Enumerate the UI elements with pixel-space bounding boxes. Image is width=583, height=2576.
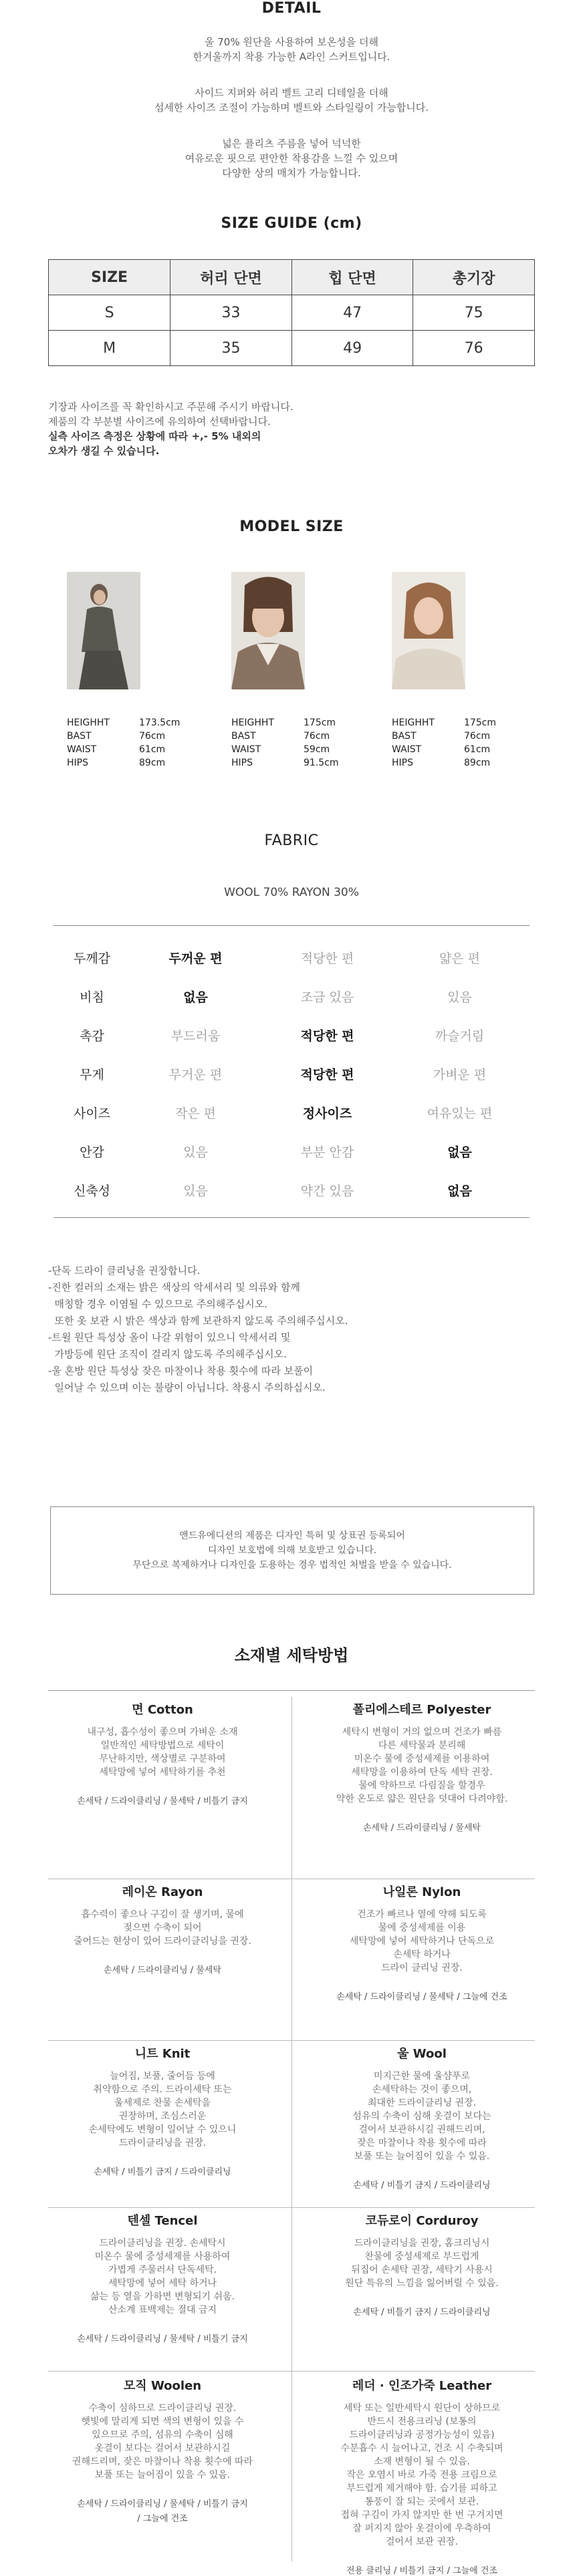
wash-item-desc: 수분흡수 시 늘어나고, 건조 시 수축되며: [340, 2443, 503, 2454]
stat-value: 76cm: [304, 731, 330, 742]
detail-line: 다양한 상의 매치가 가능합니다.: [222, 167, 361, 179]
wash-item-title: 니트 Knit: [134, 2047, 191, 2061]
size-note-line: 제품의 각 부분별 사이즈에 유의하여 선택바랍니다.: [48, 416, 271, 428]
size-header-cell: 총기장: [413, 260, 535, 295]
stat-label: BAST: [392, 731, 417, 742]
wash-item: [292, 2044, 552, 2205]
stat-label: HIPS: [67, 758, 88, 768]
wash-item-method: 손세탁 / 드라이클리닝 / 물세탁: [363, 1823, 481, 1833]
fabric-row: [53, 1132, 530, 1171]
wash-item: [292, 2211, 552, 2368]
wash-item-desc: 보풀 또는 늘어짐이 있을 수 있음.: [94, 2470, 231, 2480]
fabric-row-label: 안감: [80, 1145, 104, 1160]
size-cell: 49: [292, 331, 413, 366]
fabric-option: 있음: [183, 1184, 208, 1198]
wash-item-desc: 잦은 마찰이나 착용 횟수에 따라: [357, 2138, 487, 2148]
wash-item-desc: 드라이클리닝을 권장. 손세탁시: [99, 2238, 226, 2249]
detail-paragraph-3: [0, 136, 583, 180]
fabric-option: 부드러움: [170, 1029, 221, 1043]
wash-item-method: 손세탁 / 비틀기 금지 / 드라이클리닝: [353, 2181, 491, 2191]
copyright-line: 디자인 보호법에 의해 보호받고 있습니다.: [207, 1545, 377, 1556]
fabric-option: 정사이즈: [302, 1106, 352, 1121]
fabric-row-label: 촉감: [80, 1029, 104, 1043]
fabric-row: [53, 977, 530, 1016]
fabric-option: 부분 안감: [300, 1145, 354, 1160]
wash-item-desc: 세탁망에 넣어 세탁하거나 단독으로: [349, 1936, 495, 1947]
size-note-line: 기장과 사이즈를 꼭 확인하시고 주문해 주시기 바랍니다.: [48, 401, 294, 413]
stat-value: 76cm: [139, 731, 166, 742]
fabric-option: 적당한 편: [300, 951, 354, 966]
wash-item-desc: 다른 세탁물과 분리해: [378, 1740, 466, 1751]
wash-item: [292, 2376, 552, 2576]
fabric-option: 있음: [183, 1145, 208, 1160]
fabric-option: 적당한 편: [300, 1029, 354, 1043]
fabric-option: 조금 있음: [300, 990, 354, 1005]
size-guide-title: SIZE GUIDE (cm): [221, 215, 362, 232]
wash-item: [292, 1700, 552, 1876]
wash-item: [32, 2044, 293, 2205]
wash-item-title: 레더 · 인조가죽 Leather: [352, 2379, 492, 2393]
wash-item-title: 폴리에스테르 Polyester: [352, 1703, 491, 1717]
wash-item-desc: 드라이클리닝을 권장, 홈크리닝시: [354, 2238, 490, 2249]
fabric-option: 없음: [447, 1184, 472, 1198]
wash-item: [32, 2376, 293, 2562]
wash-item-method: 손세탁 / 드라이클리닝 / 물세탁 / 비틀기 금지: [77, 2334, 248, 2344]
wash-item-desc: 취약함으로 주의. 드라이세탁 또는: [93, 2084, 232, 2095]
care-note-line: -트윌 원단 특성상 올이 나갈 위험이 있으니 악세서리 및: [48, 1331, 291, 1343]
fabric-option: 적당한 편: [300, 1068, 354, 1082]
stat-value: 173.5cm: [139, 717, 181, 728]
fabric-row: [53, 1016, 530, 1055]
wash-item-desc: 찬물에 중성세제로 부드럽게: [364, 2251, 479, 2262]
wash-item-desc: 드라이클리닝을 권장.: [118, 2138, 207, 2148]
wash-item-desc: 소재 변형이 될 수 있음.: [374, 2456, 470, 2467]
size-note-bold: 실측 사이즈 측정은 상황에 따라 +,- 5% 내외의: [48, 430, 261, 442]
wash-item-desc: 젖으면 수축이 되어: [123, 1923, 202, 1933]
wash-item-desc: 울세제로 찬물 손세탁을: [114, 2098, 211, 2108]
size-header-cell: 허리 단면: [170, 260, 292, 295]
size-cell: S: [49, 295, 170, 331]
wash-item-desc: 내구성, 흡수성이 좋으며 가벼운 소재: [87, 1727, 238, 1738]
wash-item-desc: 옷결이 보다는 걸어서 보관하시길: [94, 2443, 231, 2454]
wash-item-title: 나일론 Nylon: [382, 1885, 461, 1899]
size-table-row: [49, 331, 535, 366]
wash-item-desc: 세탁망을 이용하여 단독 세탁 권장.: [351, 1767, 493, 1778]
wash-item-desc: 세탁망에 넣어 세탁 하거나: [108, 2278, 217, 2289]
wash-item-desc: 최대한 드라이클리닝 권장.: [367, 2098, 477, 2108]
wash-item: [32, 1883, 293, 2038]
size-table-header: [49, 260, 535, 295]
wash-item-title: 레이온 Rayon: [122, 1885, 203, 1899]
model-stats-2: [231, 716, 339, 770]
fabric-option: 까슬거림: [435, 1029, 485, 1043]
detail-line: 여유로운 핏으로 편안한 착용감을 느낄 수 있으며: [185, 152, 398, 164]
wash-item-title: 코듀로이 Corduroy: [365, 2214, 479, 2228]
wash-item-desc: 미온수 물에 중성세제를 이용하여: [354, 1754, 490, 1764]
wash-item-desc: 걸어서 보관 권장.: [385, 2537, 459, 2547]
fabric-row: [53, 1171, 530, 1210]
wash-item-method: / 그늘에 건조: [137, 2514, 188, 2524]
wash-item-method: 손세탁 / 드라이클리닝 / 물세탁 / 비틀기 금지: [77, 1796, 248, 1806]
care-note-line: -울 혼방 원단 특성상 잦은 마찰이나 착용 횟수에 따라 보풀이: [48, 1365, 314, 1377]
stat-value: 175cm: [304, 717, 336, 728]
size-cell: 35: [170, 331, 292, 366]
size-note-bold: 오차가 생길 수 있습니다.: [48, 445, 160, 457]
fabric-option: 무거운 편: [168, 1068, 223, 1082]
wash-item-title: 울 Wool: [397, 2047, 447, 2061]
size-cell: 76: [413, 331, 535, 366]
detail-line: 울 70% 원단을 사용하여 보온성을 더해: [204, 36, 379, 48]
stat-label: WAIST: [67, 744, 97, 755]
wash-item-method: 손세탁 / 비틀기 금지 / 드라이클리닝: [353, 2307, 491, 2317]
size-cell: M: [49, 331, 170, 366]
model-photo-1: [67, 572, 140, 689]
size-cell: 33: [170, 295, 292, 331]
wash-item-desc: 걸어서 보관하시길 권해드리며,: [358, 2124, 485, 2135]
detail-paragraph-1: [0, 35, 583, 64]
fabric-row-label: 무게: [80, 1068, 104, 1082]
wash-item-desc: 세탁시 변형이 거의 없으며 건조가 빠름: [342, 1727, 502, 1738]
stat-label: BAST: [231, 731, 256, 742]
stat-label: HEIGHHT: [67, 717, 110, 728]
fabric-option: 있음: [447, 990, 472, 1005]
stat-value: 61cm: [464, 744, 491, 755]
model-size-title: MODEL SIZE: [239, 518, 344, 535]
wash-item-desc: 드라이클리닝과 공정가능성이 있음): [349, 2430, 495, 2440]
wash-item-desc: 건조가 빠르나 열에 약해 되도록: [357, 1909, 487, 1920]
wash-item-desc: 보풀 또는 늘어짐이 있을 수 있음.: [354, 2151, 490, 2162]
wash-item-desc: 줄어드는 현상이 있어 드라이클리닝을 권장.: [74, 1936, 251, 1947]
copyright-notice: [50, 1506, 534, 1595]
fabric-option: 얇은 편: [439, 951, 481, 966]
size-table: [48, 259, 535, 366]
wash-item-desc: 세탁 또는 일반세탁시 원단이 상하므로: [343, 2403, 501, 2414]
wash-item-desc: 수축이 심하므로 드라이클리닝 권장.: [88, 2403, 237, 2414]
wash-top-rule: [48, 1690, 535, 1691]
wash-item-desc: 접혀 구김이 가지 않지만 한 번 구겨지면: [340, 2510, 503, 2521]
detail-line: 넓은 플리츠 주름을 넣어 넉넉한: [222, 138, 361, 150]
wash-item-desc: 원단 특유의 느낌을 잃어버릴 수 있음.: [345, 2278, 499, 2289]
wash-item-desc: 약한 온도로 얇은 원단을 덧대어 다려야함.: [336, 1794, 508, 1804]
fabric-row-label: 사이즈: [73, 1106, 111, 1121]
stat-label: HIPS: [392, 758, 413, 768]
stat-value: 175cm: [464, 717, 497, 728]
detail-line: 섬세한 사이즈 조절이 가능하며 벨트와 스타일링이 가능합니다.: [154, 102, 429, 114]
wash-item-desc: 통풍이 잘 되는 곳에서 보관.: [364, 2497, 479, 2507]
fabric-row-label: 비침: [80, 990, 104, 1005]
stat-value: 76cm: [464, 731, 491, 742]
size-cell: 75: [413, 295, 535, 331]
wash-item-desc: 뒤집어 손세탁 권장, 세탁기 사용시: [351, 2265, 493, 2275]
fabric-title: FABRIC: [264, 832, 319, 849]
wash-item-desc: 흡수력이 좋으나 구김이 잘 생기며, 물에: [81, 1909, 244, 1920]
wash-item-desc: 있으므로 주의, 섬유의 수축이 심해: [92, 2430, 233, 2440]
care-note-line: 일어날 수 있으며 이는 불량이 아닙니다. 착용시 주의하십시오.: [48, 1382, 326, 1394]
wash-item: [292, 1883, 552, 2038]
wash-item-desc: 미온수 물에 중성세제를 사용하여: [94, 2251, 231, 2262]
size-header-cell: SIZE: [49, 260, 170, 295]
wash-item-title: 면 Cotton: [132, 1703, 193, 1717]
wash-title: 소재별 세탁방법: [234, 1646, 349, 1665]
stat-value: 89cm: [139, 758, 166, 768]
wash-item-desc: 세탁망에 넣어 세탁하기를 추천: [99, 1767, 226, 1778]
wash-item-desc: 삶는 등 열을 가하면 변형되기 쉬움.: [90, 2291, 235, 2302]
model-photo-2: [231, 572, 305, 689]
stat-label: HEIGHHT: [231, 717, 274, 728]
fabric-option: 없음: [183, 990, 208, 1005]
stat-label: HEIGHHT: [392, 717, 435, 728]
wash-item-desc: 손세탁에도 변형이 일어날 수 있으니: [88, 2124, 237, 2135]
detail-title: DETAIL: [261, 0, 322, 17]
fabric-divider-top: [53, 925, 530, 926]
model-stats-1: [67, 716, 180, 770]
wash-item-title: 텐셀 Tencel: [127, 2214, 198, 2228]
fabric-option: 가벼운 편: [433, 1068, 487, 1082]
fabric-divider-bottom: [53, 1217, 530, 1218]
wash-item-desc: 손세탁 하거나: [393, 1949, 451, 1960]
wash-item-desc: 미지근한 물에 울샴푸로: [373, 2071, 471, 2082]
care-note-line: 매칭할 경우 이염될 수 있으므로 주의해주십시오.: [48, 1298, 267, 1310]
wash-item: [32, 1700, 293, 1876]
wash-item-desc: 작은 오염시 바로 가죽 전용 크림으로: [346, 2470, 497, 2480]
care-notes: [48, 1263, 348, 1396]
wash-item-desc: 섬유의 수축이 심해 옷결이 보다는: [352, 2111, 491, 2122]
stat-label: WAIST: [231, 744, 261, 755]
fabric-option: 작은 편: [174, 1106, 217, 1121]
wash-item-desc: 물에 약하므로 다림질을 할경우: [358, 1780, 485, 1791]
copyright-line: 무단으로 복제하거나 디자인을 도용하는 경우 법적인 처벌을 받을 수 있습니다.: [132, 1560, 452, 1571]
detail-line: 한겨울까지 착용 가능한 A라인 스커트입니다.: [193, 51, 390, 63]
fabric-row-label: 신축성: [73, 1184, 111, 1198]
fabric-row: [53, 939, 530, 977]
wash-item-method: 손세탁 / 드라이클리닝 / 물세탁 / 비틀기 금지: [77, 2499, 248, 2509]
wash-item-desc: 무난하지만, 색상별로 구분하여: [99, 1754, 226, 1764]
care-note-line: 가방등에 원단 조직이 걸리지 않도록 주의해주십시오.: [48, 1348, 287, 1360]
stat-value: 91.5cm: [304, 758, 339, 768]
wash-item-desc: 물에 중성세제를 이용: [378, 1923, 466, 1933]
detail-line: 사이드 지퍼와 허리 벨트 고리 디테일을 더해: [195, 87, 388, 99]
wash-item-method: 손세탁 / 드라이클리닝 / 물세탁 / 그늘에 건조: [336, 1992, 507, 2002]
fabric-row-label: 두께감: [73, 951, 111, 966]
stat-label: BAST: [67, 731, 92, 742]
wash-item-method: 전용 클리닝 / 비틀기 금지 / 그늘에 건조: [346, 2566, 498, 2576]
stat-value: 61cm: [139, 744, 166, 755]
fabric-option: 두꺼운 편: [168, 951, 223, 966]
size-cell: 47: [292, 295, 413, 331]
wash-row-divider: [48, 2371, 535, 2372]
fabric-option: 여유있는 편: [427, 1106, 493, 1121]
wash-item-desc: 늘어짐, 보풀, 줄어듬 등에: [110, 2071, 215, 2082]
size-header-cell: 힙 단면: [292, 260, 413, 295]
wash-row-divider: [48, 2040, 535, 2041]
size-table-row: [49, 295, 535, 331]
wash-item-desc: 잘 퍼지지 않아 옷걸이에 우측하여: [352, 2523, 491, 2534]
size-note: [48, 399, 294, 458]
fabric-row: [53, 1055, 530, 1094]
wash-item-desc: 햇빛에 말리게 되면 색의 변형이 있을 수: [81, 2416, 244, 2427]
wash-row-divider: [48, 2207, 535, 2208]
wash-item-desc: 권장하며, 조심스러운: [118, 2111, 207, 2122]
wash-item-desc: 가볍게 주물러서 단독세탁.: [108, 2265, 217, 2275]
stat-value: 89cm: [464, 758, 491, 768]
wash-item-desc: 반드시 전용크리닝 (보통의: [367, 2416, 477, 2427]
wash-item-desc: 권해드리며, 잦은 마찰이나 착용 횟수에 따라: [72, 2456, 253, 2467]
wash-item-method: 손세탁 / 비틀기 금지 / 드라이클리닝: [94, 2167, 231, 2177]
fabric-row: [53, 1094, 530, 1132]
fabric-composition: WOOL 70% RAYON 30%: [224, 886, 359, 899]
wash-item-title: 모직 Woolen: [123, 2379, 202, 2393]
stat-label: WAIST: [392, 744, 422, 755]
fabric-option: 약간 있음: [300, 1184, 354, 1198]
model-photo-3: [392, 572, 465, 689]
copyright-line: 앤드유에디션의 제품은 디자인 특허 및 상표권 등록되어: [179, 1531, 405, 1541]
stat-label: HIPS: [231, 758, 253, 768]
detail-paragraph-2: [0, 86, 583, 115]
wash-item-desc: 손세탁하는 것이 좋으며,: [372, 2084, 472, 2095]
wash-item-desc: 드라이 클리닝 권장.: [381, 1963, 463, 1973]
wash-item-desc: 부드럽게 제거해야 함. 습기를 피하고: [346, 2483, 497, 2494]
model-stats-3: [392, 716, 496, 770]
care-note-line: -단독 드라이 클리닝을 권장합니다.: [48, 1265, 201, 1277]
care-note-line: -진한 컬러의 소재는 밝은 색상의 악세서리 및 의류와 함께: [48, 1281, 300, 1293]
wash-item-method: 손세탁 / 드라이클리닝 / 물세탁: [104, 1965, 221, 1975]
wash-item: [32, 2211, 293, 2368]
care-note-line: 또한 옷 보관 시 밝은 색상과 함께 보관하지 않도록 주의해주십시오.: [48, 1315, 348, 1327]
wash-item-desc: 일반적인 세탁방법으로 세탁이: [100, 1740, 225, 1751]
wash-item-desc: 산소계 표백제는 절대 금지: [108, 2305, 217, 2315]
stat-value: 59cm: [304, 744, 330, 755]
fabric-option: 없음: [447, 1145, 472, 1160]
